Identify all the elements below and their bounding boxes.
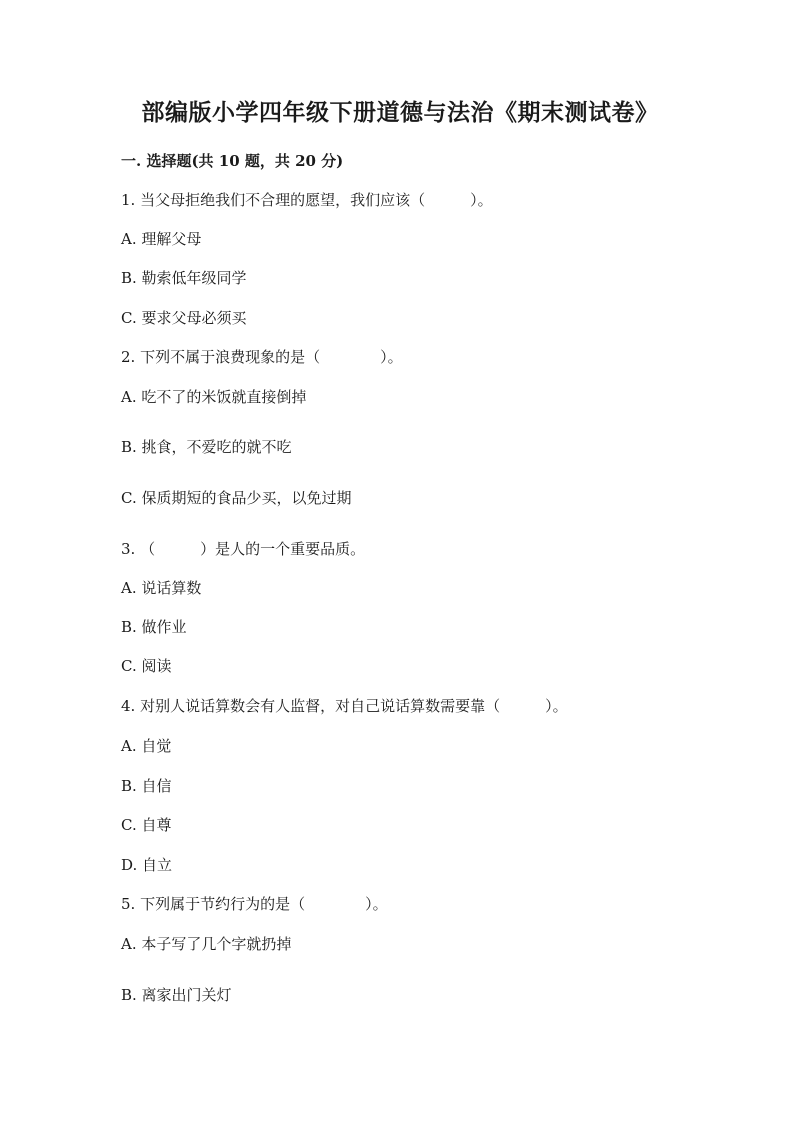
q3-option-c: C. 阅读 — [121, 657, 172, 675]
q4-option-a: A. 自觉 — [121, 737, 172, 755]
q1-option-c: C. 要求父母必须买 — [121, 309, 247, 327]
question-2: 2. 下列不属于浪费现象的是（ ）。 — [121, 348, 403, 366]
q1-option-a: A. 理解父母 — [121, 230, 202, 248]
question-1: 1. 当父母拒绝我们不合理的愿望，我们应该（ ）。 — [121, 191, 493, 209]
q1-option-b: B. 勒索低年级同学 — [121, 269, 247, 287]
q3-option-b: B. 做作业 — [121, 618, 187, 636]
question-3: 3. （ ）是人的一个重要品质。 — [121, 540, 366, 558]
q2-option-b: B. 挑食，不爱吃的就不吃 — [121, 438, 292, 456]
q2-option-a: A. 吃不了的米饭就直接倒掉 — [121, 388, 307, 406]
q4-option-c: C. 自尊 — [121, 816, 172, 834]
q3-option-a: A. 说话算数 — [121, 579, 202, 597]
page-title: 部编版小学四年级下册道德与法治《期末测试卷》 — [141, 99, 659, 126]
q4-option-b: B. 自信 — [121, 777, 172, 795]
question-4: 4. 对别人说话算数会有人监督，对自己说话算数需要靠（ ）。 — [121, 697, 568, 715]
q4-option-d: D. 自立 — [121, 856, 173, 874]
question-5: 5. 下列属于节约行为的是（ ）。 — [121, 895, 388, 913]
section-heading: 一. 选择题(共 10 题，共 20 分) — [121, 152, 344, 170]
q5-option-a: A. 本子写了几个字就扔掉 — [121, 935, 292, 953]
q2-option-c: C. 保质期短的食品少买，以免过期 — [121, 489, 352, 507]
q5-option-b: B. 离家出门关灯 — [121, 986, 232, 1004]
